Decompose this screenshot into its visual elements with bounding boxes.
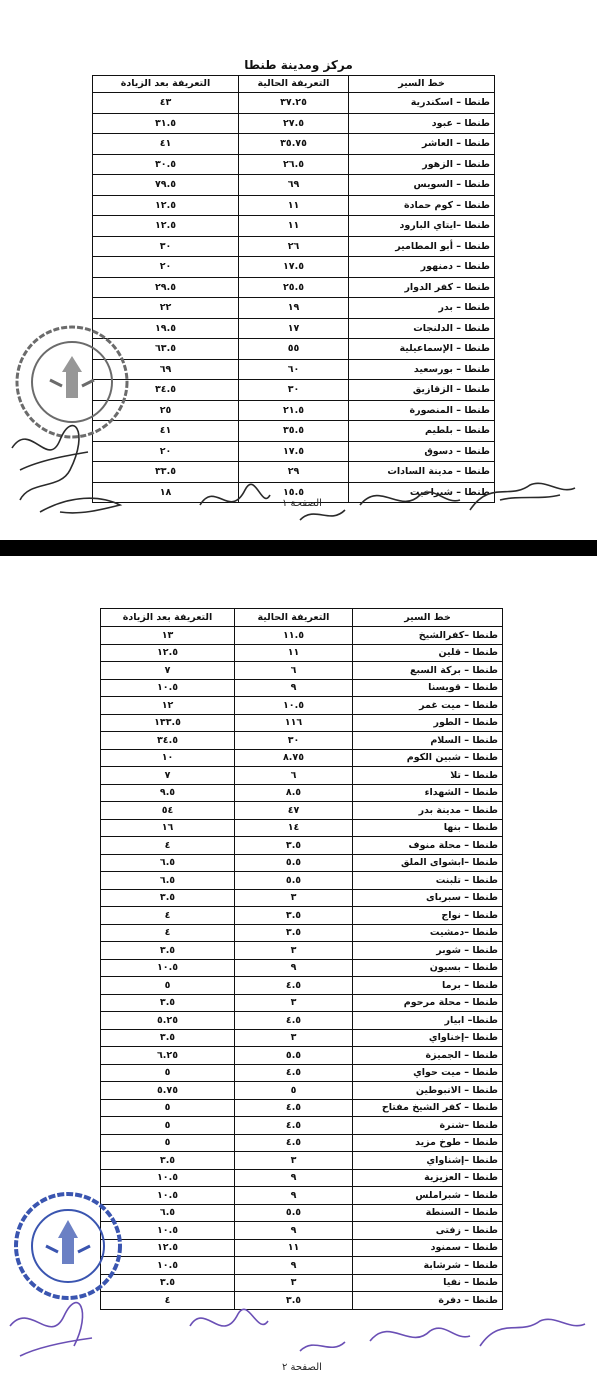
route-cell: طنطا – الجميزة (353, 1047, 503, 1065)
header-current-fare: التعريفة الحالية (239, 76, 349, 93)
new-fare-cell: ٥ (101, 977, 235, 995)
new-fare-cell: ٥ (101, 1099, 235, 1117)
current-fare-cell: ٣٥.٧٥ (239, 134, 349, 155)
document-page-1 (0, 0, 597, 540)
header-route: خط السير (353, 609, 503, 627)
current-fare-cell: ٥.٥ (235, 872, 353, 890)
current-fare-cell: ٤٧ (235, 802, 353, 820)
current-fare-cell: ٣.٥ (235, 907, 353, 925)
new-fare-cell: ١٢ (101, 697, 235, 715)
route-cell: طنطا – الطور (353, 714, 503, 732)
new-fare-cell: ٤ (101, 924, 235, 942)
official-seal-icon (17, 327, 127, 437)
route-cell: طنطا –إشناواي (353, 1152, 503, 1170)
current-fare-cell: ١١ (235, 1239, 353, 1257)
new-fare-cell: ٧٩.٥ (93, 175, 239, 196)
current-fare-cell: ١٤ (235, 819, 353, 837)
current-fare-cell: ٣٠ (235, 732, 353, 750)
current-fare-cell: ٢٦ (239, 236, 349, 257)
route-cell: طنطا – محلة منوف (353, 837, 503, 855)
route-cell: طنطا – سمنود (353, 1239, 503, 1257)
route-cell: طنطا – سبرباى (353, 889, 503, 907)
current-fare-cell: ٤.٥ (235, 1012, 353, 1030)
new-fare-cell: ٤١ (93, 134, 239, 155)
new-fare-cell: ٤ (101, 907, 235, 925)
current-fare-cell: ٢٦.٥ (239, 154, 349, 175)
new-fare-cell: ٣.٥ (101, 994, 235, 1012)
new-fare-cell: ٣.٥ (101, 889, 235, 907)
route-cell: طنطا – الزهور (349, 154, 495, 175)
new-fare-cell: ٣٤.٥ (101, 732, 235, 750)
route-cell: طنطا – شوبر (353, 942, 503, 960)
page-divider (0, 540, 597, 556)
route-cell: طنطا – السلام (353, 732, 503, 750)
route-cell: طنطا – نفيا (353, 1274, 503, 1292)
current-fare-cell: ٥ (235, 1082, 353, 1100)
stamps-and-signatures-page-2 (0, 556, 597, 1400)
header-new-fare: التعريفة بعد الزيادة (93, 76, 239, 93)
new-fare-cell: ١٠.٥ (101, 1169, 235, 1187)
new-fare-cell: ٤ (101, 1292, 235, 1310)
current-fare-cell: ٩ (235, 1257, 353, 1275)
route-cell: طنطا – الشهداء (353, 784, 503, 802)
new-fare-cell: ٦٩ (93, 359, 239, 380)
current-fare-cell: ٣٧.٢٥ (239, 93, 349, 114)
new-fare-cell: ٣١.٥ (93, 113, 239, 134)
current-fare-cell: ١٩ (239, 298, 349, 319)
new-fare-cell: ٦.٢٥ (101, 1047, 235, 1065)
header-current-fare: التعريفة الحالية (235, 609, 353, 627)
route-cell: طنطا – العاشر (349, 134, 495, 155)
route-cell: طنطا – زفتى (353, 1222, 503, 1240)
official-seal-icon (16, 1194, 120, 1298)
new-fare-cell: ٢٢ (93, 298, 239, 319)
route-cell: طنطا – شرشابة (353, 1257, 503, 1275)
route-cell: طنطا –إخناواي (353, 1029, 503, 1047)
route-cell: طنطا – دمنهور (349, 257, 495, 278)
route-cell: طنطا – دفرة (353, 1292, 503, 1310)
route-cell: طنطا – بسيون (353, 959, 503, 977)
route-cell: طنطا – بدر (349, 298, 495, 319)
signature-icon (12, 426, 575, 520)
new-fare-cell: ٢٠ (93, 257, 239, 278)
new-fare-cell: ٥ (101, 1064, 235, 1082)
route-cell: طنطا – كوم حمادة (349, 195, 495, 216)
current-fare-cell: ٥.٥ (235, 1047, 353, 1065)
current-fare-cell: ١٠.٥ (235, 697, 353, 715)
header-route: خط السير (349, 76, 495, 93)
route-cell: طنطا – الانبوطين (353, 1082, 503, 1100)
new-fare-cell: ١٢.٥ (93, 195, 239, 216)
route-cell: طنطا – كفر الشيخ مفتاح (353, 1099, 503, 1117)
route-cell: طنطا – كفر الدوار (349, 277, 495, 298)
header-new-fare: التعريفة بعد الزيادة (101, 609, 235, 627)
current-fare-cell: ٣ (235, 889, 353, 907)
new-fare-cell: ٤ (101, 837, 235, 855)
current-fare-cell: ١٥.٥ (239, 482, 349, 503)
route-cell: طنطا – بلطيم (349, 421, 495, 442)
route-cell: طنطا – مدينة بدر (353, 802, 503, 820)
current-fare-cell: ٤.٥ (235, 1099, 353, 1117)
signature-icon (10, 1303, 585, 1356)
route-cell: طنطا – برما (353, 977, 503, 995)
current-fare-cell: ٣٠ (239, 380, 349, 401)
current-fare-cell: ٣ (235, 1274, 353, 1292)
new-fare-cell: ٦٣.٥ (93, 339, 239, 360)
route-cell: طنطا – اسكندرية (349, 93, 495, 114)
new-fare-cell: ٩.٥ (101, 784, 235, 802)
current-fare-cell: ٣.٥ (235, 924, 353, 942)
page-number: الصفحة ١ (282, 498, 322, 509)
new-fare-cell: ٣٠ (93, 236, 239, 257)
route-cell: طنطا – شبراخيت (349, 482, 495, 503)
current-fare-cell: ٢٩ (239, 462, 349, 483)
route-cell: طنطا – قويسنا (353, 679, 503, 697)
route-cell: طنطا – ميت غمر (353, 697, 503, 715)
page-title: مركز ومدينة طنطا (244, 58, 353, 72)
current-fare-cell: ٩ (235, 1169, 353, 1187)
current-fare-cell: ٤.٥ (235, 1117, 353, 1135)
current-fare-cell: ٨.٥ (235, 784, 353, 802)
route-cell: طنطا – السنطة (353, 1204, 503, 1222)
new-fare-cell: ١٣ (101, 627, 235, 645)
current-fare-cell: ٣ (235, 994, 353, 1012)
current-fare-cell: ٦ (235, 767, 353, 785)
route-cell: طنطا – الدلنجات (349, 318, 495, 339)
current-fare-cell: ١١ (239, 195, 349, 216)
route-cell: طنطا –شنرة (353, 1117, 503, 1135)
new-fare-cell: ٤٣ (93, 93, 239, 114)
route-cell: طنطا – السويس (349, 175, 495, 196)
current-fare-cell: ١١.٥ (235, 627, 353, 645)
new-fare-cell: ٣.٥ (101, 1274, 235, 1292)
new-fare-cell: ٢٠ (93, 441, 239, 462)
current-fare-cell: ٦ (235, 662, 353, 680)
route-cell: طنطا – الإسماعيلية (349, 339, 495, 360)
current-fare-cell: ٢٥.٥ (239, 277, 349, 298)
route-cell: طنطا – الزقازيق (349, 380, 495, 401)
new-fare-cell: ١٠.٥ (101, 1187, 235, 1205)
new-fare-cell: ٣٠.٥ (93, 154, 239, 175)
new-fare-cell: ١٠.٥ (101, 959, 235, 977)
current-fare-cell: ٥.٥ (235, 854, 353, 872)
new-fare-cell: ٥ (101, 1134, 235, 1152)
route-cell: طنطا –كفرالشيخ (353, 627, 503, 645)
current-fare-cell: ٣٥.٥ (239, 421, 349, 442)
new-fare-cell: ٧ (101, 767, 235, 785)
new-fare-cell: ٥ (101, 1117, 235, 1135)
new-fare-cell: ٣.٥ (101, 1029, 235, 1047)
current-fare-cell: ٩ (235, 1222, 353, 1240)
new-fare-cell: ١٢.٥ (101, 1239, 235, 1257)
current-fare-cell: ٣ (235, 1029, 353, 1047)
stamps-and-signatures-page-1 (0, 0, 597, 540)
route-cell: طنطا – بنها (353, 819, 503, 837)
current-fare-cell: ٤.٥ (235, 1134, 353, 1152)
route-cell: طنطا – شبين الكوم (353, 749, 503, 767)
route-cell: طنطا – قلين (353, 644, 503, 662)
current-fare-cell: ٨.٧٥ (235, 749, 353, 767)
route-cell: طنطا – بركة السبع (353, 662, 503, 680)
current-fare-cell: ٤.٥ (235, 977, 353, 995)
route-cell: طنطا – شبراملس (353, 1187, 503, 1205)
new-fare-cell: ١٩.٥ (93, 318, 239, 339)
route-cell: طنطا – تلا (353, 767, 503, 785)
current-fare-cell: ١١ (239, 216, 349, 237)
new-fare-cell: ١٠.٥ (101, 1257, 235, 1275)
route-cell: طنطا – دسوق (349, 441, 495, 462)
route-cell: طنطا – العزيزية (353, 1169, 503, 1187)
current-fare-cell: ١١٦ (235, 714, 353, 732)
current-fare-cell: ٢١.٥ (239, 400, 349, 421)
current-fare-cell: ١١ (235, 644, 353, 662)
new-fare-cell: ٦.٥ (101, 872, 235, 890)
new-fare-cell: ٥.٧٥ (101, 1082, 235, 1100)
route-cell: طنطا – نواج (353, 907, 503, 925)
current-fare-cell: ٣.٥ (235, 1292, 353, 1310)
current-fare-cell: ٤.٥ (235, 1064, 353, 1082)
route-cell: طنطا – مدينة السادات (349, 462, 495, 483)
current-fare-cell: ١٧.٥ (239, 257, 349, 278)
new-fare-cell: ١٢.٥ (93, 216, 239, 237)
current-fare-cell: ٢٧.٥ (239, 113, 349, 134)
route-cell: طنطا – طوخ مزيد (353, 1134, 503, 1152)
current-fare-cell: ٦٩ (239, 175, 349, 196)
route-cell: طنطا– ابيار (353, 1012, 503, 1030)
current-fare-cell: ٣ (235, 942, 353, 960)
route-cell: طنطا – بورسعيد (349, 359, 495, 380)
new-fare-cell: ١٠ (101, 749, 235, 767)
current-fare-cell: ٩ (235, 679, 353, 697)
document-page-2 (0, 556, 597, 1400)
current-fare-cell: ٣ (235, 1152, 353, 1170)
route-cell: طنطا – المنصورة (349, 400, 495, 421)
route-cell: طنطا – أبو المطامير (349, 236, 495, 257)
current-fare-cell: ١٧ (239, 318, 349, 339)
route-cell: طنطا – تلبنت (353, 872, 503, 890)
current-fare-cell: ٣.٥ (235, 837, 353, 855)
current-fare-cell: ٩ (235, 1187, 353, 1205)
current-fare-cell: ٥٥ (239, 339, 349, 360)
current-fare-cell: ٦٠ (239, 359, 349, 380)
new-fare-cell: ٥.٢٥ (101, 1012, 235, 1030)
new-fare-cell: ٣.٥ (101, 942, 235, 960)
new-fare-cell: ٦.٥ (101, 854, 235, 872)
new-fare-cell: ١٣٣.٥ (101, 714, 235, 732)
new-fare-cell: ٢٥ (93, 400, 239, 421)
current-fare-cell: ٥.٥ (235, 1204, 353, 1222)
new-fare-cell: ١٢.٥ (101, 644, 235, 662)
new-fare-cell: ٥٤ (101, 802, 235, 820)
new-fare-cell: ٧ (101, 662, 235, 680)
new-fare-cell: ٣٣.٥ (93, 462, 239, 483)
new-fare-cell: ١٦ (101, 819, 235, 837)
current-fare-cell: ٩ (235, 959, 353, 977)
page-number: الصفحة ٢ (282, 1362, 322, 1373)
current-fare-cell: ١٧.٥ (239, 441, 349, 462)
new-fare-cell: ٣.٥ (101, 1152, 235, 1170)
route-cell: طنطا –دمشيت (353, 924, 503, 942)
route-cell: طنطا – ميت حواي (353, 1064, 503, 1082)
new-fare-cell: ٤١ (93, 421, 239, 442)
route-cell: طنطا –ايتاي البارود (349, 216, 495, 237)
new-fare-cell: ٢٩.٥ (93, 277, 239, 298)
new-fare-cell: ٣٤.٥ (93, 380, 239, 401)
new-fare-cell: ٦.٥ (101, 1204, 235, 1222)
new-fare-cell: ١٠.٥ (101, 679, 235, 697)
new-fare-cell: ١٠.٥ (101, 1222, 235, 1240)
route-cell: طنطا –ابشواى الملق (353, 854, 503, 872)
new-fare-cell: ١٨ (93, 482, 239, 503)
route-cell: طنطا – محلة مرحوم (353, 994, 503, 1012)
route-cell: طنطا – عبود (349, 113, 495, 134)
